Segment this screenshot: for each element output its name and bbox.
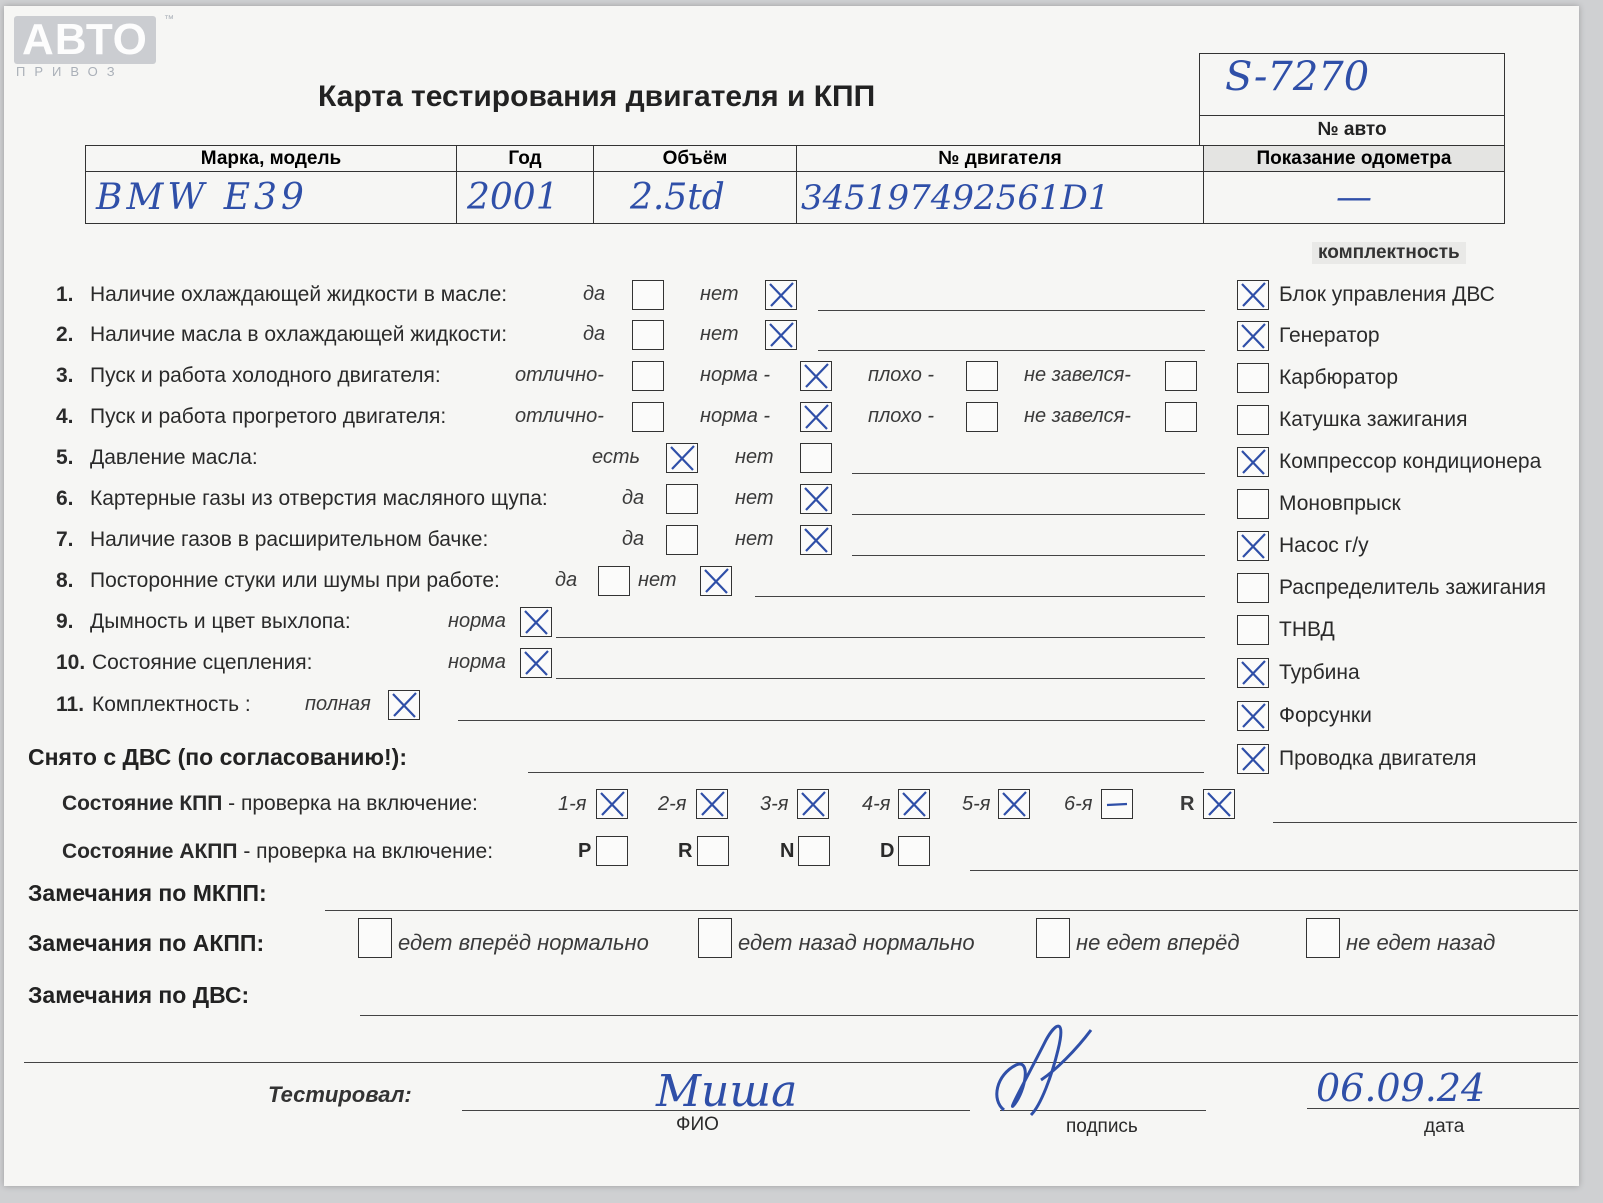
signature-mark xyxy=(986,1010,1096,1120)
option-label: да xyxy=(555,569,578,591)
item-label: Посторонние стуки или шумы при работе: xyxy=(90,569,500,592)
item-line xyxy=(556,637,1205,638)
vehicle-info-header-row xyxy=(86,146,1505,172)
gear-label: 2-я xyxy=(658,793,687,815)
year-value: 2001 xyxy=(467,177,559,218)
option-label: не завелся- xyxy=(1024,405,1131,427)
kpp-line xyxy=(1273,822,1577,823)
cross-mark-icon xyxy=(766,321,796,349)
removed-line xyxy=(528,772,1204,773)
option-checkbox[interactable] xyxy=(632,280,664,310)
tested-label: Тестировал: xyxy=(268,1082,412,1107)
make-model-value: BMW E39 xyxy=(96,177,308,218)
item-number: 4. xyxy=(56,405,74,428)
component-checkbox[interactable] xyxy=(1237,489,1269,519)
component-label: Насос г/у xyxy=(1279,534,1369,557)
component-checkbox[interactable] xyxy=(1237,615,1269,645)
mode-label: R xyxy=(678,840,693,862)
mode-label: P xyxy=(578,840,592,862)
col-make-model: Марка, модель xyxy=(86,146,457,172)
car-number-label: № авто xyxy=(1317,119,1387,140)
cross-mark-icon xyxy=(801,526,831,554)
component-checkbox[interactable] xyxy=(1237,658,1269,688)
component-label: Генератор xyxy=(1279,324,1380,347)
item-line xyxy=(852,473,1205,474)
engine-no-cell xyxy=(797,172,1204,224)
cross-mark-icon xyxy=(801,403,831,431)
cross-mark-icon xyxy=(1238,448,1268,476)
option-checkbox[interactable] xyxy=(765,320,797,350)
item-label: Пуск и работа прогретого двигателя: xyxy=(90,405,447,428)
item-line xyxy=(556,678,1205,679)
component-label: Форсунки xyxy=(1279,704,1372,727)
gear-label: 5-я xyxy=(962,793,991,815)
mode-label: D xyxy=(880,840,895,862)
car-number-value: S-7270 xyxy=(1225,54,1370,100)
gear-label: R xyxy=(1180,793,1195,815)
akpp-remark-label: не едет вперёд xyxy=(1076,930,1240,955)
item-number: 7. xyxy=(56,528,74,551)
cross-mark-icon xyxy=(521,649,551,677)
cross-mark-icon xyxy=(1238,322,1268,350)
item-number: 10. xyxy=(56,651,86,674)
test-date: 06.09.24 xyxy=(1316,1066,1486,1110)
item-line xyxy=(458,720,1205,721)
gear-label: 3-я xyxy=(760,793,789,815)
remarks-dvs-line xyxy=(360,1015,1578,1016)
option-label: да xyxy=(583,323,606,345)
option-checkbox[interactable] xyxy=(632,320,664,350)
component-checkbox[interactable] xyxy=(1237,363,1269,393)
component-checkbox[interactable] xyxy=(1237,531,1269,561)
option-label: отлично- xyxy=(515,405,604,427)
kpp-label: Состояние КПП - проверка на включение: xyxy=(62,792,478,815)
akpp-remark-label: едет назад нормально xyxy=(738,930,975,955)
item-number: 3. xyxy=(56,364,74,387)
akpp-remark-checkbox[interactable] xyxy=(1036,918,1070,958)
cross-mark-icon xyxy=(1238,532,1268,560)
item-number: 1. xyxy=(56,283,74,306)
cross-mark-icon xyxy=(1238,659,1268,687)
cross-mark-icon xyxy=(1238,745,1268,773)
component-label: Проводка двигателя xyxy=(1279,747,1477,770)
option-checkbox[interactable] xyxy=(765,280,797,310)
car-number-box xyxy=(1199,53,1505,146)
option-label: нет xyxy=(735,487,774,509)
cross-mark-icon xyxy=(521,608,551,636)
cross-mark-icon xyxy=(697,790,727,818)
logo-text: АВТО xyxy=(14,16,156,64)
option-checkbox[interactable] xyxy=(1165,361,1197,391)
item-line xyxy=(852,514,1205,515)
avto-privoz-logo xyxy=(14,14,174,79)
option-checkbox[interactable] xyxy=(520,607,552,637)
option-label: плохо - xyxy=(868,405,935,427)
gear-label: 1-я xyxy=(558,793,587,815)
cross-mark-icon xyxy=(899,790,929,818)
component-label: Катушка зажигания xyxy=(1279,408,1468,431)
option-checkbox[interactable] xyxy=(520,648,552,678)
component-checkbox[interactable] xyxy=(1237,701,1269,731)
option-label: нет xyxy=(638,569,677,591)
component-label: Компрессор кондиционера xyxy=(1279,450,1542,473)
col-year: Год xyxy=(457,146,594,172)
remarks-akpp-label: Замечания по АКПП: xyxy=(28,930,265,956)
remarks-dvs-label: Замечания по ДВС: xyxy=(28,982,250,1008)
option-label: да xyxy=(583,283,606,305)
option-checkbox[interactable] xyxy=(598,566,630,596)
option-label: нет xyxy=(735,446,774,468)
option-checkbox[interactable] xyxy=(1165,402,1197,432)
mode-label: N xyxy=(780,840,795,862)
mode-checkbox[interactable] xyxy=(898,836,930,866)
option-label: норма - xyxy=(700,364,771,386)
odometer-value: — xyxy=(1336,177,1372,218)
option-label: да xyxy=(622,487,645,509)
item-line xyxy=(852,555,1205,556)
col-odometer: Показание одометра xyxy=(1204,146,1505,172)
item-number: 11. xyxy=(56,693,85,716)
name-caption: ФИО xyxy=(676,1114,719,1135)
component-label: Распределитель зажигания xyxy=(1279,576,1547,599)
cross-mark-icon xyxy=(667,444,697,472)
item-label: Дымность и цвет выхлопа: xyxy=(90,610,351,633)
option-checkbox[interactable] xyxy=(700,566,732,596)
item-number: 9. xyxy=(56,610,74,633)
date-caption: дата xyxy=(1424,1116,1465,1137)
component-checkbox[interactable] xyxy=(1237,321,1269,351)
signature-caption: подпись xyxy=(1066,1116,1138,1137)
vehicle-info-table xyxy=(85,145,1505,224)
col-volume: Объём xyxy=(594,146,797,172)
option-checkbox[interactable] xyxy=(388,690,420,720)
cross-mark-icon xyxy=(801,362,831,390)
gear-label: 4-я xyxy=(862,793,891,815)
removed-label: Снято с ДВС (по согласованию!): xyxy=(28,744,407,770)
cross-mark-icon xyxy=(801,485,831,513)
option-checkbox[interactable] xyxy=(632,402,664,432)
year-cell xyxy=(457,172,594,224)
mode-checkbox[interactable] xyxy=(697,836,729,866)
option-label: есть xyxy=(592,446,641,468)
gear-checkbox[interactable] xyxy=(998,789,1030,819)
tester-name: Миша xyxy=(656,1066,798,1117)
option-label: норма xyxy=(448,610,506,632)
option-checkbox[interactable] xyxy=(666,525,698,555)
odometer-cell xyxy=(1204,172,1505,224)
component-label: Турбина xyxy=(1279,661,1360,684)
akpp-line xyxy=(970,870,1578,871)
item-number: 6. xyxy=(56,487,74,510)
cross-mark-icon xyxy=(1238,281,1268,309)
component-label: Карбюратор xyxy=(1279,366,1399,389)
option-label: плохо - xyxy=(868,364,935,386)
akpp-remark-label: едет вперёд нормально xyxy=(398,930,649,955)
cross-mark-icon xyxy=(389,691,419,719)
akpp-remark-checkbox[interactable] xyxy=(698,918,732,958)
component-checkbox[interactable] xyxy=(1237,744,1269,774)
gear-checkbox[interactable] xyxy=(898,789,930,819)
item-label: Давление масла: xyxy=(90,446,258,469)
remarks-dvs-line-2 xyxy=(24,1062,1578,1063)
dash-mark-icon xyxy=(1102,790,1132,818)
cross-mark-icon xyxy=(798,790,828,818)
item-number: 2. xyxy=(56,323,74,346)
option-checkbox[interactable] xyxy=(800,402,832,432)
vehicle-info-value-row xyxy=(86,172,1505,224)
option-label: отлично- xyxy=(515,364,604,386)
item-label: Картерные газы из отверстия масляного щупа: xyxy=(90,487,548,510)
item-label: Пуск и работа холодного двигателя: xyxy=(90,364,441,387)
option-label: норма xyxy=(448,651,506,673)
option-label: нет xyxy=(700,323,739,345)
option-checkbox[interactable] xyxy=(800,484,832,514)
cross-mark-icon xyxy=(597,790,627,818)
gear-checkbox[interactable] xyxy=(1203,789,1235,819)
cross-mark-icon xyxy=(1204,790,1234,818)
option-checkbox[interactable] xyxy=(966,402,998,432)
cross-mark-icon xyxy=(701,567,731,595)
component-checkbox[interactable] xyxy=(1237,447,1269,477)
option-checkbox[interactable] xyxy=(666,484,698,514)
option-checkbox[interactable] xyxy=(632,361,664,391)
volume-value: 2.5td xyxy=(630,177,725,218)
option-label: да xyxy=(622,528,645,550)
gear-checkbox[interactable] xyxy=(797,789,829,819)
item-label: Наличие масла в охлаждающей жидкости: xyxy=(90,323,508,346)
engine-no-value: 345197492561D1 xyxy=(801,177,1110,218)
akpp-remark-label: не едет назад xyxy=(1346,930,1496,955)
option-label: нет xyxy=(700,283,739,305)
item-line xyxy=(818,350,1205,351)
option-checkbox[interactable] xyxy=(800,361,832,391)
components-title: комплектность xyxy=(1312,242,1466,264)
component-checkbox[interactable] xyxy=(1237,573,1269,603)
cross-mark-icon xyxy=(999,790,1029,818)
remarks-mkpp-label: Замечания по МКПП: xyxy=(28,880,267,906)
component-checkbox[interactable] xyxy=(1237,405,1269,435)
volume-cell xyxy=(594,172,797,224)
gear-label: 6-я xyxy=(1064,793,1093,815)
item-number: 8. xyxy=(56,569,74,592)
item-number: 5. xyxy=(56,446,74,469)
option-label: нет xyxy=(735,528,774,550)
gear-checkbox[interactable] xyxy=(696,789,728,819)
col-engine-no: № двигателя xyxy=(797,146,1204,172)
mode-checkbox[interactable] xyxy=(596,836,628,866)
mode-checkbox[interactable] xyxy=(798,836,830,866)
component-label: Моновпрыск xyxy=(1279,492,1401,515)
make-model-cell xyxy=(86,172,457,224)
item-label: Наличие газов в расширительном бачке: xyxy=(90,528,489,551)
page-title: Карта тестирования двигателя и КПП xyxy=(318,80,876,113)
item-label: Состояние сцепления: xyxy=(92,651,313,674)
option-label: норма - xyxy=(700,405,771,427)
option-checkbox[interactable] xyxy=(800,525,832,555)
akpp-label: Состояние АКПП - проверка на включение: xyxy=(62,840,494,863)
item-label: Наличие охлаждающей жидкости в масле: xyxy=(90,283,508,306)
gear-checkbox[interactable] xyxy=(596,789,628,819)
component-label: ТНВД xyxy=(1279,618,1335,641)
component-label: Блок управления ДВС xyxy=(1279,283,1495,306)
remarks-mkpp-line xyxy=(325,910,1578,911)
item-label: Комплектность : xyxy=(92,693,251,716)
akpp-remark-checkbox[interactable] xyxy=(358,918,392,958)
cross-mark-icon xyxy=(766,281,796,309)
akpp-remark-checkbox[interactable] xyxy=(1306,918,1340,958)
item-line xyxy=(755,596,1205,597)
logo-trademark: ™ xyxy=(164,14,174,25)
option-label: не завелся- xyxy=(1024,364,1131,386)
option-checkbox[interactable] xyxy=(966,361,998,391)
logo-subtext: ПРИВОЗ xyxy=(16,64,124,79)
car-number-label-row xyxy=(1200,115,1504,146)
component-checkbox[interactable] xyxy=(1237,280,1269,310)
option-label: полная xyxy=(305,693,371,715)
gear-checkbox[interactable] xyxy=(1101,789,1133,819)
cross-mark-icon xyxy=(1238,702,1268,730)
item-line xyxy=(818,310,1205,311)
option-checkbox[interactable] xyxy=(666,443,698,473)
option-checkbox[interactable] xyxy=(800,443,832,473)
